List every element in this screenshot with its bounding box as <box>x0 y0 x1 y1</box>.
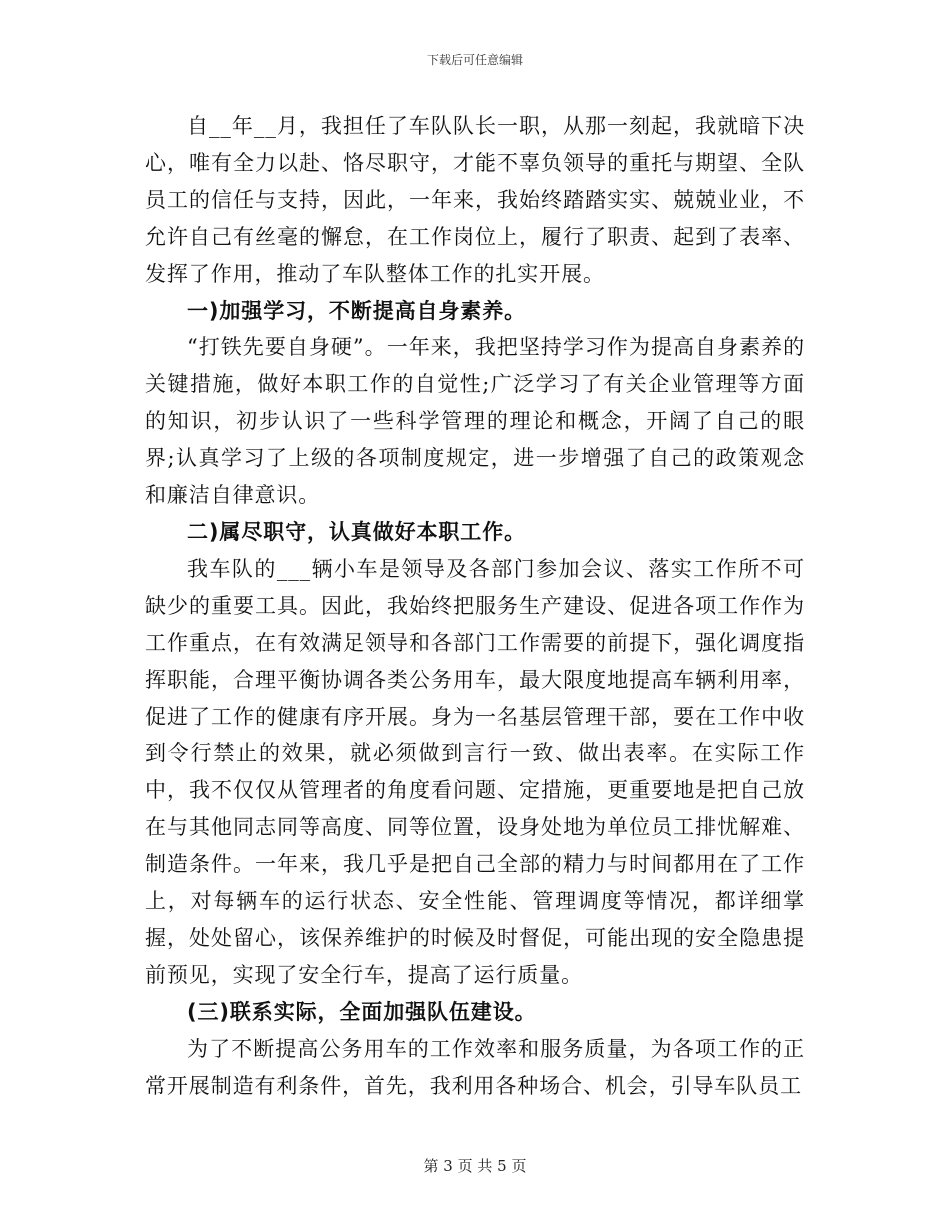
section-heading-2: 二)属尽职守，认真做好本职工作。 <box>187 519 526 544</box>
paragraph-team: 为了不断提高公务用车的工作效率和服务质量，为各项工作的正常开展制造有利条件，首先，我利用各种场合、机会，引导车队员工 <box>145 1036 805 1098</box>
paragraph-study: “打铁先要自身硬”。一年来，我把坚持学习作为提高自身素养的关键措施，做好本职工作的自觉性;广泛学习了有关企业管理等方面的知识，初步认识了一些科学管理的理论和概念，开阔了自己的眼界;认真学习了上级的各项制度规定，进一步增强了自己的政策观念和廉洁自律意识。 <box>145 335 805 508</box>
paragraph-intro: 自__年__月，我担任了车队队长一职，从那一刻起，我就暗下决心，唯有全力以赴、恪尽职守，才能不辜负领导的重托与期望、全队员工的信任与支持，因此，一年来，我始终踏踏实实、兢兢业业，不允许自己有丝毫的懈怠，在工作岗位上，履行了职责、起到了表率、发挥了作用，推动了车队整体工作的扎实开展。 <box>145 114 805 286</box>
paragraph-duty: 我车队的___辆小车是领导及各部门参加会议、落实工作所不可缺少的重要工具。因此，我始终把服务生产建设、促进各项工作作为工作重点，在有效满足领导和各部门工作需要的前提下，强化调度指挥职能，合理平衡协调各类公务用车，最大限度地提高车辆利用率，促进了工作的健康有序开展。身为一名基层管理干部，要在工作中收到令行禁止的效果，就必须做到言行一致、做出表率。在实际工作中，我不仅仅从管理者的角度看问题、定措施，更重要地是把自己放在与其他同志同等高度、同等位置，设身处地为单位员工排忧解难、制造条件。一年来，我几乎是把自己全部的精力与时间都用在了工作上，对每辆车的运行状态、安全性能、管理调度等情况，都详细掌握，处处留心，该保养维护的时候及时督促，可能出现的安全隐患提前预见，实现了安全行车，提高了运行质量。 <box>145 556 805 987</box>
section-heading-1: 一)加强学习，不断提高自身素养。 <box>187 298 526 323</box>
page-number-footer: 第 3 页 共 5 页 <box>423 1157 527 1175</box>
section-heading-3: (三)联系实际，全面加强队伍建设。 <box>187 999 537 1024</box>
page-header-note: 下载后可任意编辑 <box>426 53 523 67</box>
document-body <box>145 108 805 1104</box>
